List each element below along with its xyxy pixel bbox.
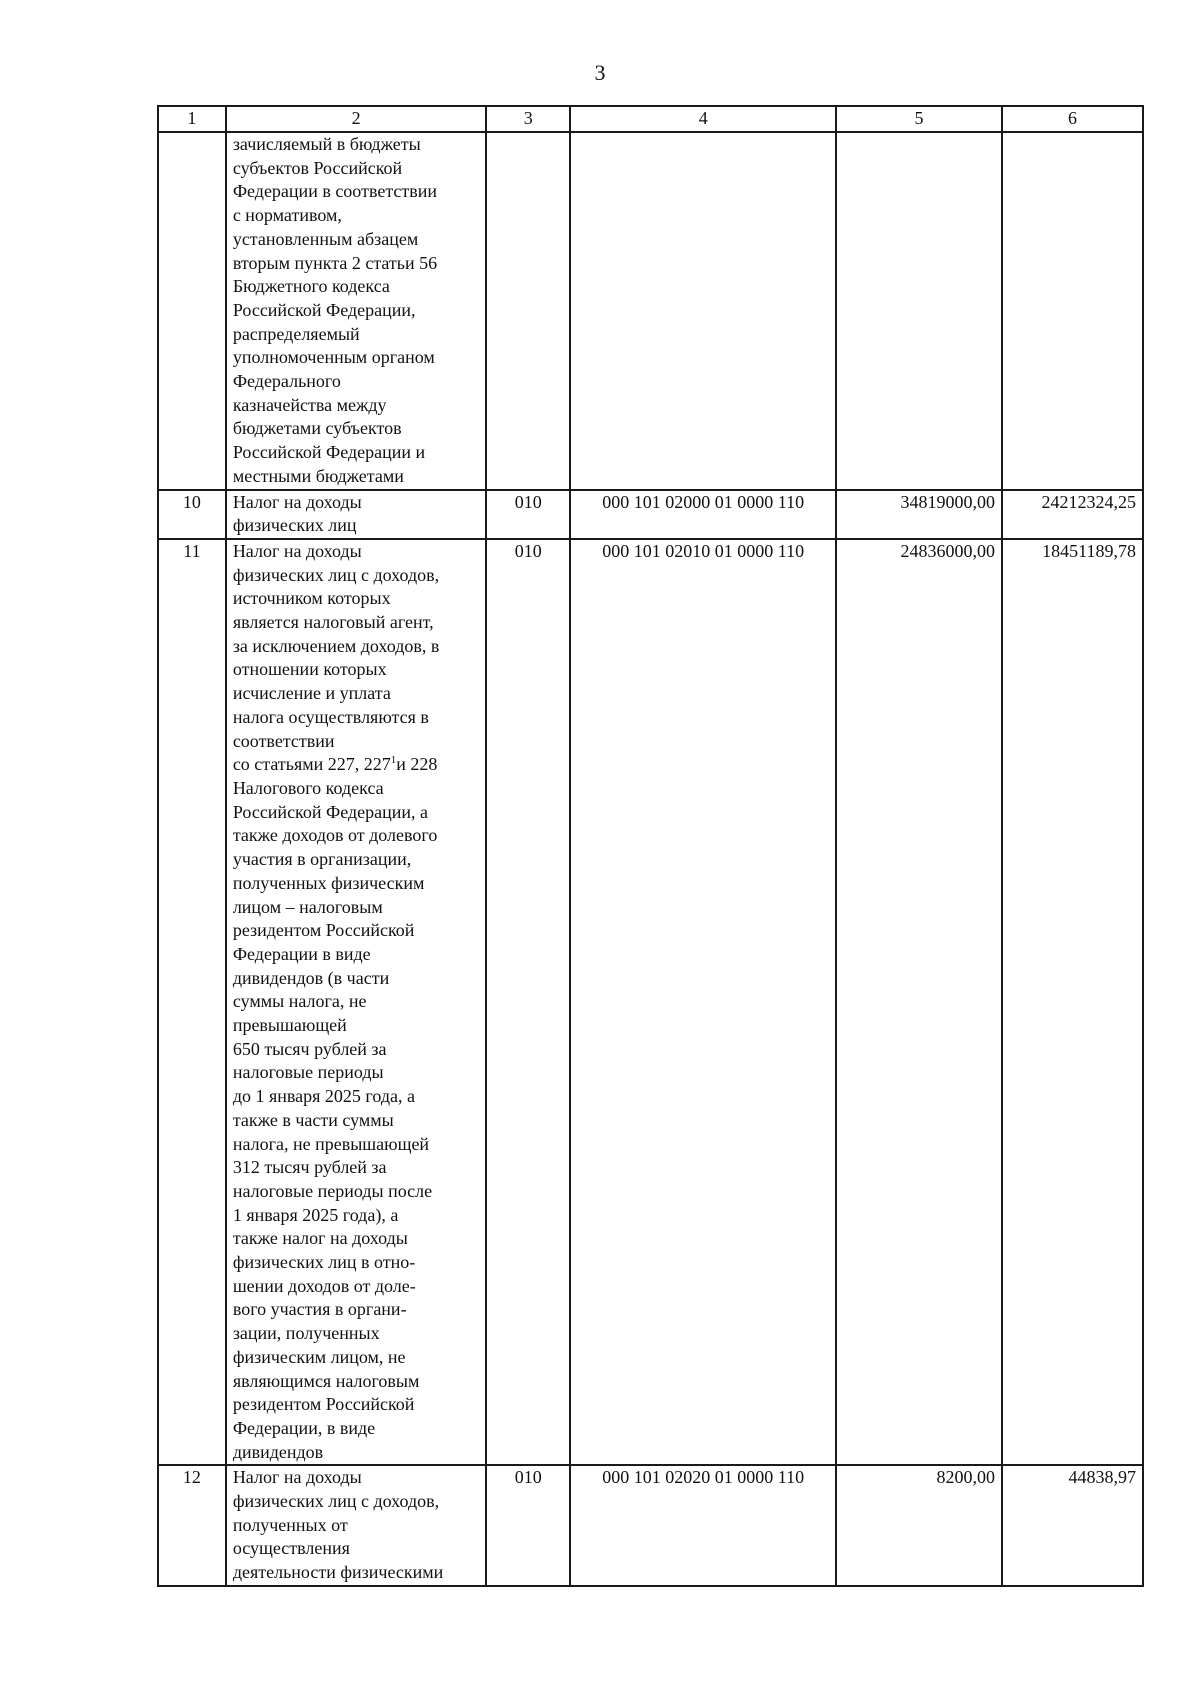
row-budget-code-cell: 000 101 02020 01 0000 110 [570, 1465, 836, 1586]
row-name-cell: Налог на доходы физических лиц [226, 490, 487, 539]
table-row [158, 132, 1143, 490]
row-approved-cell: 34819000,00 [836, 490, 1002, 539]
row-approved-cell: 8200,00 [836, 1465, 1002, 1586]
row-line-code-cell: 010 [486, 490, 570, 539]
row-name-text-part-2: и 228 Налогового кодекса Российской Федерации, а также доходов от долевого участия в организации, полученных физическим лицом – налоговым резидентом Российской Федерации в виде дивидендов (в части суммы налога, не превышающей 650 тысяч рублей за налоговые периоды до 1 января 2025 года, а также в части суммы налога, не превышающей 312 тысяч рублей за налоговые периоды после 1 января 2025 года), а также налог на доходы физических лиц в отно- шении доходов от доле- вого участия в органи- зации, полученных физическим лицом, не являющимся налоговым резидентом Российской Федерации, в виде дивидендов [232, 754, 438, 1462]
revenue-table [157, 105, 1144, 1587]
header-col-2: 2 [226, 106, 487, 132]
row-name-cell [226, 539, 487, 1465]
row-executed-cell: 24212324,25 [1002, 490, 1143, 539]
row-number-cell [158, 132, 226, 490]
superscript-index: 1 [390, 754, 397, 767]
table-row [158, 539, 1143, 1465]
header-col-3: 3 [486, 106, 570, 132]
row-approved-cell: 24836000,00 [836, 539, 1002, 1465]
table-row [158, 490, 1143, 539]
page-number: 3 [594, 60, 606, 85]
table-row [158, 1465, 1143, 1586]
header-col-4: 4 [570, 106, 836, 132]
row-line-code-cell: 010 [486, 539, 570, 1465]
row-executed-cell [1002, 132, 1143, 490]
row-name-text-part-1: Налог на доходы физических лиц с доходов, источником которых является налоговый агент, за исключением доходов, в отношении которых исчисление и уплата налога осуществляются в соответствии со статьями 227, 227 [232, 540, 440, 775]
row-number-cell: 10 [158, 490, 226, 539]
header-col-1: 1 [158, 106, 226, 132]
row-number-cell: 11 [158, 539, 226, 1465]
row-name-cell: Налог на доходы физических лиц с доходов, полученных от осуществления деятельности физическими [226, 1465, 487, 1586]
row-approved-cell [836, 132, 1002, 490]
row-executed-cell: 18451189,78 [1002, 539, 1143, 1465]
row-budget-code-cell: 000 101 02000 01 0000 110 [570, 490, 836, 539]
table-header-row [158, 106, 1143, 132]
header-col-6: 6 [1002, 106, 1143, 132]
row-name-cell: зачисляемый в бюджеты субъектов Российской Федерации в соответствии с нормативом, установленным абзацем вторым пункта 2 статьи 56 Бюджетного кодекса Российской Федерации, распределяемый уполномоченным органом Федерального казначейства между бюджетами субъектов Российской Федерации и местными бюджетами [226, 132, 487, 490]
row-number-cell: 12 [158, 1465, 226, 1586]
row-budget-code-cell: 000 101 02010 01 0000 110 [570, 539, 836, 1465]
header-col-5: 5 [836, 106, 1002, 132]
row-executed-cell: 44838,97 [1002, 1465, 1143, 1586]
row-line-code-cell [486, 132, 570, 490]
row-line-code-cell: 010 [486, 1465, 570, 1586]
row-budget-code-cell [570, 132, 836, 490]
